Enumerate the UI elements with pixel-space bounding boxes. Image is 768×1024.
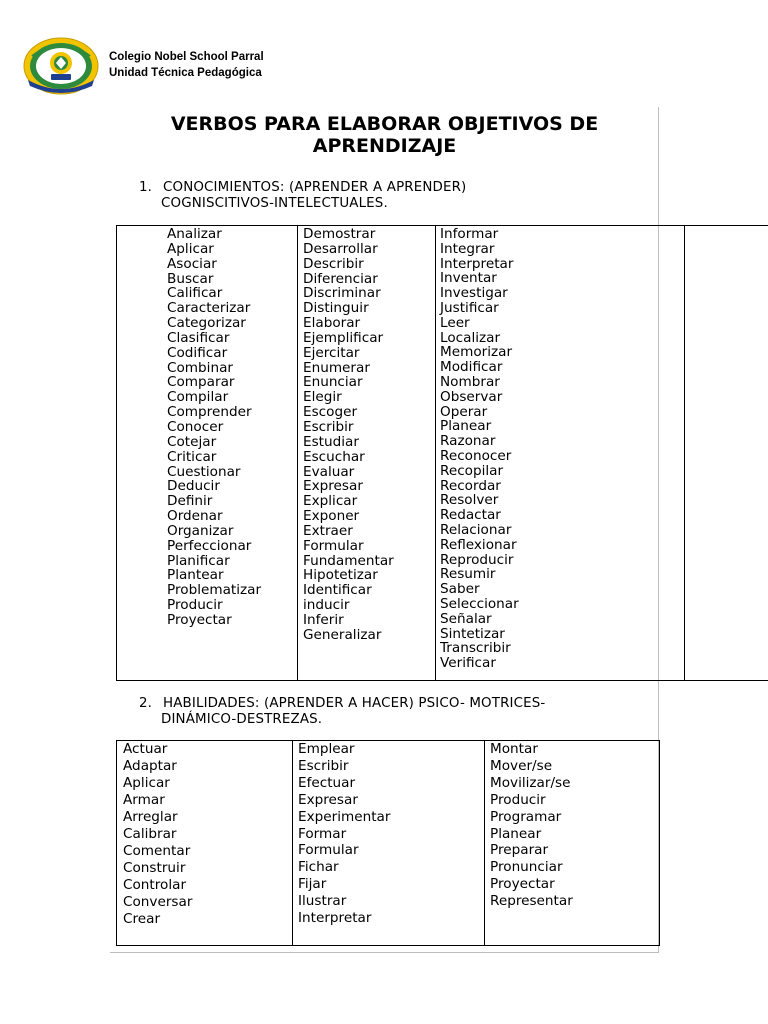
skill-verb-item: Aplicar: [123, 775, 170, 792]
skill-verb-item: Programar: [490, 808, 562, 825]
section-2-line-2: DINÁMICO-DESTREZAS.: [161, 712, 323, 727]
skill-verb-item: Representar: [490, 893, 573, 910]
verb-item: Distinguir: [303, 300, 369, 317]
skill-verb-item: Controlar: [123, 877, 187, 894]
verb-item: Proyectar: [167, 611, 232, 628]
verb-item: inducir: [303, 597, 350, 614]
skill-verb-item: Experimentar: [298, 808, 391, 825]
verb-item: Observar: [440, 388, 503, 405]
title-line-2: APRENDIZAJE: [312, 135, 457, 157]
verb-item: Deducir: [167, 478, 220, 495]
verb-item: Desarrollar: [303, 240, 378, 257]
verb-item: Ejemplificar: [303, 329, 384, 346]
verb-item: Diferenciar: [303, 270, 378, 287]
skill-verb-item: Efectuar: [298, 774, 356, 791]
page-title: [110, 113, 659, 157]
verb-item: Escoger: [303, 404, 358, 421]
verb-item: Leer: [440, 314, 470, 331]
verb-item: Transcribir: [440, 640, 511, 657]
skill-verb-item: Formar: [298, 825, 347, 842]
verb-item: Hipotetizar: [303, 567, 378, 584]
skill-verb-item: Armar: [123, 792, 165, 809]
verb-item: Resolver: [440, 492, 499, 509]
column-divider: [297, 226, 298, 680]
verb-item: Categorizar: [167, 315, 246, 332]
verb-item: Estudiar: [303, 433, 359, 450]
verb-column-2: [303, 227, 394, 643]
skill-verb-item: Fijar: [298, 876, 327, 893]
verb-item: Criticar: [167, 448, 217, 465]
verb-item: Escuchar: [303, 448, 365, 465]
verb-item: Elegir: [303, 389, 342, 406]
verb-item: Plantear: [167, 567, 224, 584]
verb-item: Nombrar: [440, 373, 500, 390]
verb-item: Justificar: [440, 299, 499, 316]
verb-item: Señalar: [440, 610, 492, 627]
verb-item: Enumerar: [303, 359, 370, 376]
school-logo: [22, 36, 100, 96]
verb-item: Caracterizar: [167, 300, 251, 317]
verb-item: Integrar: [440, 240, 495, 257]
column-divider: [484, 741, 485, 945]
section-1-line-1: CONOCIMIENTOS: (APRENDER A APRENDER): [163, 180, 467, 195]
verb-item: Elaborar: [303, 315, 361, 332]
skill-verb-item: Planear: [490, 825, 542, 842]
verb-item: Reconocer: [440, 447, 512, 464]
skills-verbs-table: [116, 740, 660, 946]
skill-verb-item: Escribir: [298, 757, 349, 774]
skill-column-1: [123, 741, 192, 929]
verb-item: Interpretar: [440, 255, 514, 272]
verb-item: Informar: [440, 226, 499, 242]
skill-verb-item: Ilustrar: [298, 893, 347, 910]
skill-verb-item: Producir: [490, 791, 546, 808]
skill-verb-item: Arreglar: [123, 809, 178, 826]
verb-item: Ordenar: [167, 508, 223, 525]
verb-item: Formular: [303, 537, 364, 554]
verb-item: Aplicar: [167, 240, 214, 257]
section-1-line-2: COGNISCITIVOS-INTELECTUALES.: [161, 196, 388, 211]
verb-item: Reflexionar: [440, 536, 517, 553]
verb-item: Razonar: [440, 433, 496, 450]
verb-item: Ejercitar: [303, 344, 360, 361]
skill-verb-item: Expresar: [298, 791, 358, 808]
section-2-line-1: HABILIDADES: (APRENDER A HACER) PSICO- MOTRICES-: [163, 696, 546, 711]
title-line-1: VERBOS PARA ELABORAR OBJETIVOS DE: [170, 113, 599, 135]
verb-item: Verificar: [440, 655, 496, 672]
verb-item: Organizar: [167, 522, 234, 539]
verb-item: Comprender: [167, 404, 252, 421]
verb-item: Exponer: [303, 508, 360, 525]
verb-item: Demostrar: [303, 226, 376, 242]
verb-item: Investigar: [440, 285, 508, 302]
verb-item: Evaluar: [303, 463, 355, 480]
verb-item: Planear: [440, 418, 492, 435]
knowledge-verbs-table: [116, 225, 768, 681]
skill-verb-item: Comentar: [123, 843, 191, 860]
verb-item: Identificar: [303, 582, 372, 599]
verb-item: Relacionar: [440, 521, 512, 538]
verb-item: Resumir: [440, 566, 496, 583]
column-divider: [435, 226, 436, 680]
skill-verb-item: Preparar: [490, 842, 549, 859]
skill-verb-item: Conversar: [123, 894, 193, 911]
section-2-heading: [139, 696, 545, 728]
section-1-heading: [139, 180, 466, 212]
skill-verb-item: Montar: [490, 741, 538, 757]
skill-column-2: [298, 741, 390, 927]
verb-item: Inventar: [440, 270, 497, 287]
skill-verb-item: Adaptar: [123, 758, 177, 775]
verb-column-3: [440, 227, 519, 671]
section-2-number: 2.: [139, 696, 153, 711]
verb-item: Recordar: [440, 477, 501, 494]
verb-column-1: [167, 227, 261, 628]
skill-verb-item: Fichar: [298, 859, 339, 876]
skill-verb-item: Construir: [123, 860, 186, 877]
school-header: [109, 49, 264, 81]
verb-item: Combinar: [167, 359, 233, 376]
column-divider: [684, 226, 685, 680]
verb-item: Generalizar: [303, 626, 382, 643]
verb-item: Enunciar: [303, 374, 363, 391]
skill-verb-item: Emplear: [298, 741, 355, 757]
skill-verb-item: Mover/se: [490, 757, 553, 774]
verb-item: Compilar: [167, 389, 229, 406]
verb-item: Redactar: [440, 507, 501, 524]
verb-item: Recopilar: [440, 462, 504, 479]
verb-item: Buscar: [167, 270, 214, 287]
skill-verb-item: Formular: [298, 842, 359, 859]
skill-verb-item: Crear: [123, 911, 161, 928]
verb-item: Sintetizar: [440, 625, 505, 642]
section-1-number: 1.: [139, 180, 153, 195]
skill-column-3: [490, 741, 573, 910]
skill-verb-item: Proyectar: [490, 876, 555, 893]
skill-verb-item: Movilizar/se: [490, 774, 571, 791]
verb-item: Fundamentar: [303, 552, 394, 569]
verb-item: Producir: [167, 597, 223, 614]
verb-item: Clasificar: [167, 329, 230, 346]
verb-item: Expresar: [303, 478, 363, 495]
skill-verb-item: Pronunciar: [490, 859, 563, 876]
verb-item: Comparar: [167, 374, 235, 391]
verb-item: Discriminar: [303, 285, 381, 302]
department-name: Unidad Técnica Pedagógica: [109, 67, 262, 79]
verb-item: Operar: [440, 403, 488, 420]
skill-verb-item: Calibrar: [123, 826, 177, 843]
verb-item: Cotejar: [167, 433, 217, 450]
verb-item: Cuestionar: [167, 463, 241, 480]
school-name: Colegio Nobel School Parral: [109, 51, 264, 63]
verb-item: Memorizar: [440, 344, 513, 361]
verb-item: Extraer: [303, 522, 353, 539]
skill-verb-item: Actuar: [123, 741, 168, 757]
column-divider: [292, 741, 293, 945]
verb-item: Saber: [440, 581, 480, 598]
verb-item: Modificar: [440, 359, 503, 376]
verb-item: Conocer: [167, 418, 224, 435]
verb-item: Seleccionar: [440, 595, 519, 612]
verb-item: Analizar: [167, 226, 222, 242]
verb-item: Explicar: [303, 493, 358, 510]
verb-item: Reproducir: [440, 551, 514, 568]
verb-item: Asociar: [167, 255, 217, 272]
verb-item: Codificar: [167, 344, 228, 361]
verb-item: Definir: [167, 493, 213, 510]
verb-item: Inferir: [303, 611, 344, 628]
skill-verb-item: Interpretar: [298, 910, 372, 927]
verb-item: Escribir: [303, 418, 354, 435]
verb-item: Perfeccionar: [167, 537, 252, 554]
page-border-bottom: [110, 952, 659, 953]
verb-item: Planificar: [167, 552, 230, 569]
verb-item: Problematizar: [167, 582, 262, 599]
verb-item: Calificar: [167, 285, 223, 302]
verb-item: Localizar: [440, 329, 501, 346]
verb-item: Describir: [303, 255, 364, 272]
